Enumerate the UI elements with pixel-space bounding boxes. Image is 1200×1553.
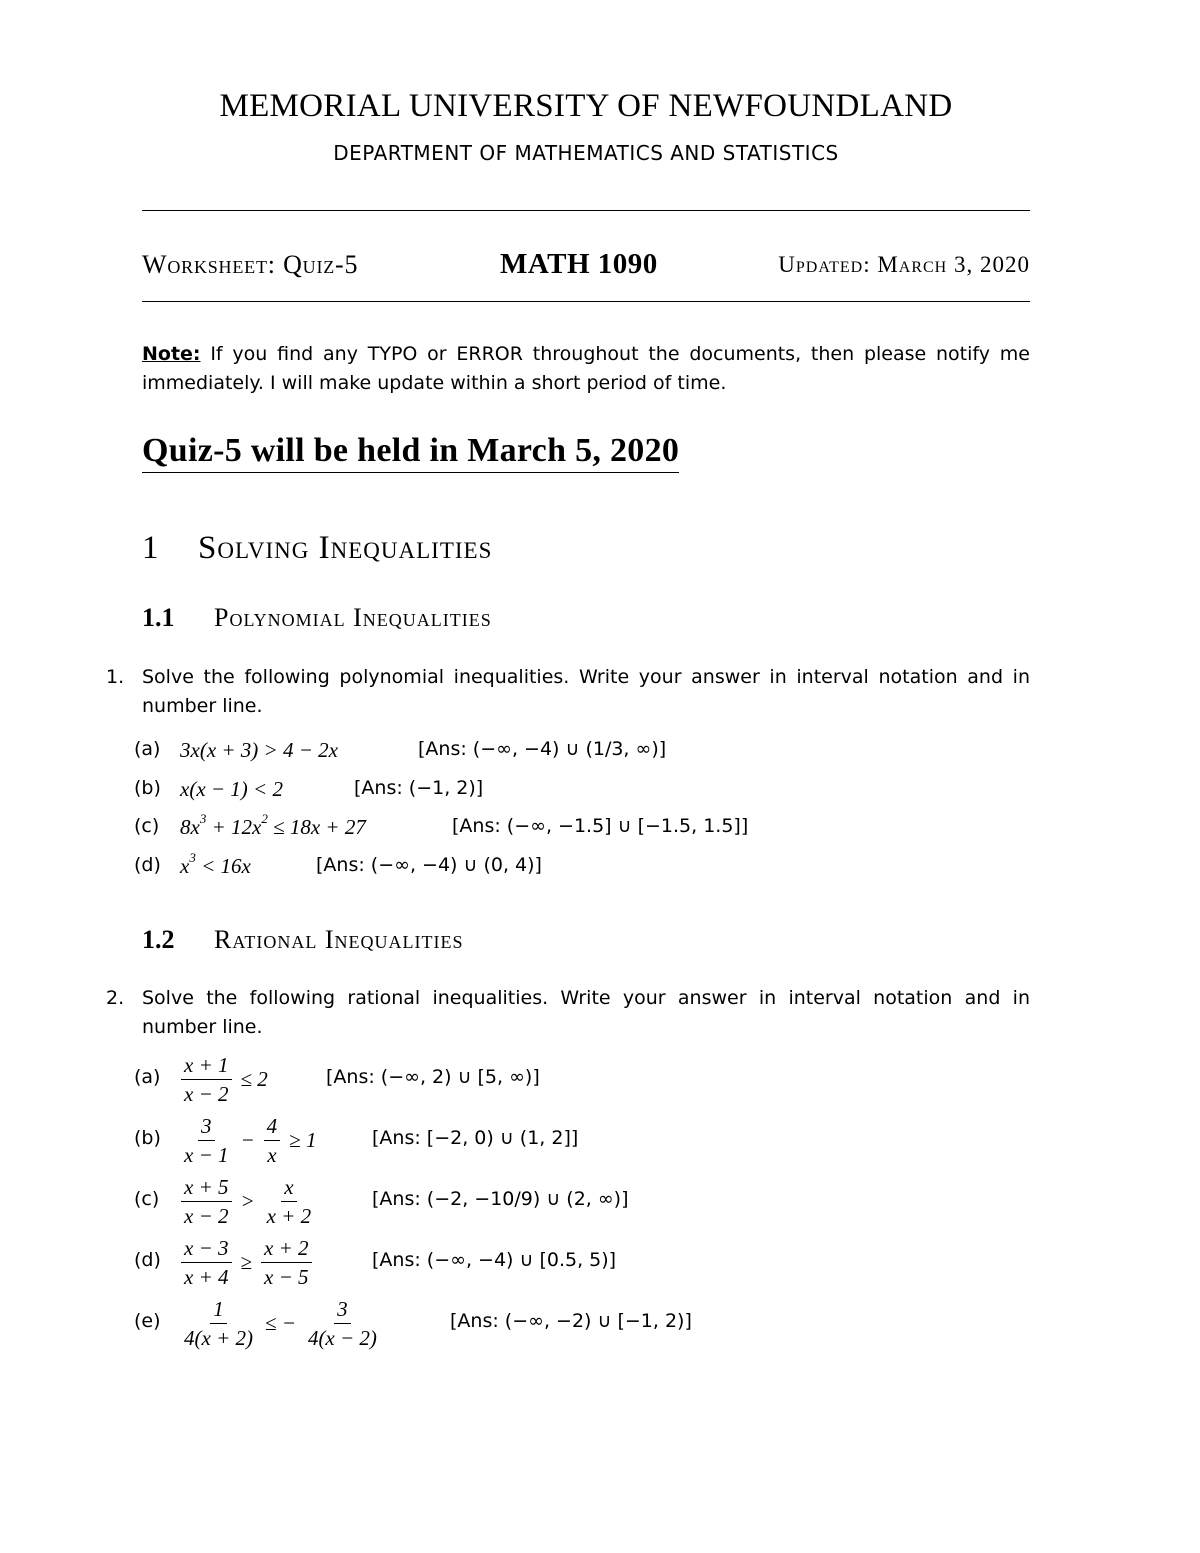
subsection-heading-1-1	[142, 603, 492, 633]
numerator: 1	[210, 1296, 227, 1324]
item-math: x(x − 1) < 2	[180, 777, 283, 801]
fraction	[181, 1113, 232, 1168]
quiz-heading: Quiz-5 will be held in March 5, 2020	[142, 432, 679, 473]
fraction	[181, 1174, 232, 1229]
fraction	[181, 1052, 232, 1107]
item-label: (d)	[134, 854, 161, 876]
relation: ≥ 1	[289, 1127, 317, 1152]
subsection-number: 1.1	[142, 603, 175, 632]
problem-number: 2.	[106, 987, 125, 1009]
problem-text: Solve the following polynomial inequalities. Write your answer in interval notation and in number line.	[142, 666, 1030, 717]
math-part: ≤ 18x + 27	[267, 815, 366, 839]
item-answer: [Ans: (−∞, −4) ∪ [0.5, 5)]	[372, 1249, 617, 1271]
item-math	[178, 1292, 383, 1354]
item-answer: [Ans: (−∞, −4) ∪ (1/3, ∞)]	[418, 738, 667, 760]
item-label: (b)	[134, 777, 161, 799]
item-answer: [Ans: (−2, −10/9) ∪ (2, ∞)]	[372, 1188, 629, 1210]
subsection-number: 1.2	[142, 925, 175, 954]
item-label: (e)	[134, 1310, 161, 1332]
item-label: (d)	[134, 1249, 161, 1271]
numerator: 3	[198, 1113, 215, 1141]
item-math	[178, 1109, 322, 1171]
item-answer: [Ans: (−∞, −1.5] ∪ [−1.5, 1.5]]	[452, 815, 749, 837]
item-math	[178, 1048, 274, 1110]
denominator: x	[267, 1142, 277, 1167]
exponent: 3	[199, 811, 207, 826]
header-rule-top	[142, 210, 1030, 211]
math-part: < 16x	[195, 854, 251, 878]
item-label: (a)	[134, 1066, 161, 1088]
denominator: x − 5	[264, 1264, 309, 1289]
header-rule-bottom	[142, 301, 1030, 302]
item-label: (c)	[134, 1188, 160, 1210]
item-math: 3x(x + 3) > 4 − 2x	[180, 738, 338, 762]
fraction	[181, 1235, 232, 1290]
denominator: 4(x + 2)	[184, 1325, 253, 1350]
denominator: x − 2	[184, 1081, 229, 1106]
section-heading-1	[142, 530, 492, 567]
math-part: + 12x	[206, 815, 262, 839]
note-label: Note:	[142, 343, 201, 365]
item-math	[178, 1170, 317, 1232]
item-answer: [Ans: [−2, 0) ∪ (1, 2]]	[372, 1127, 579, 1149]
item-label: (c)	[134, 815, 160, 837]
problem-1	[106, 663, 1030, 721]
numerator: x + 5	[181, 1174, 232, 1202]
relation: ≥	[240, 1249, 253, 1274]
item-label: (a)	[134, 738, 161, 760]
exponent: 2	[261, 811, 268, 826]
math-part: 8x	[180, 815, 200, 839]
item-math	[178, 1231, 315, 1293]
denominator: x − 1	[184, 1142, 229, 1167]
section-number: 1	[142, 530, 159, 566]
math-part: x	[180, 854, 190, 878]
item-label: (b)	[134, 1127, 161, 1149]
problem-2	[106, 984, 1030, 1042]
item-answer: [Ans: (−1, 2)]	[354, 777, 484, 799]
fraction	[264, 1174, 315, 1229]
denominator: x + 2	[266, 1203, 312, 1228]
note-paragraph	[142, 340, 1030, 398]
header-row	[142, 248, 1030, 288]
numerator: x + 1	[181, 1052, 232, 1080]
subsection-title: Polynomial Inequalities	[214, 603, 492, 632]
numerator: x − 3	[181, 1235, 232, 1263]
exponent: 3	[189, 850, 196, 865]
subsection-title: Rational Inequalities	[214, 925, 464, 954]
relation: ≤ 2	[240, 1066, 268, 1091]
item-math	[180, 811, 366, 840]
numerator: x	[281, 1174, 296, 1202]
worksheet-label: Worksheet: Quiz-5	[142, 250, 359, 279]
denominator: x + 4	[184, 1264, 229, 1289]
relation: >	[240, 1188, 255, 1213]
fraction	[264, 1113, 281, 1168]
numerator: 4	[264, 1113, 281, 1141]
fraction	[261, 1235, 312, 1290]
denominator: 4(x − 2)	[307, 1325, 377, 1350]
university-title: MEMORIAL UNIVERSITY OF NEWFOUNDLAND	[219, 88, 953, 124]
course-code: MATH 1090	[500, 248, 658, 280]
item-answer: [Ans: (−∞, 2) ∪ [5, ∞)]	[326, 1066, 540, 1088]
item-math	[180, 850, 251, 879]
fraction	[181, 1296, 256, 1351]
item-answer: [Ans: (−∞, −4) ∪ (0, 4)]	[316, 854, 542, 876]
fraction	[305, 1296, 380, 1351]
denominator: x − 2	[184, 1203, 229, 1228]
item-answer: [Ans: (−∞, −2) ∪ [−1, 2)]	[450, 1310, 692, 1332]
subsection-heading-1-2	[142, 925, 463, 955]
numerator: 3	[334, 1296, 351, 1324]
note-text: If you find any TYPO or ERROR throughout the documents, then please notify me immediately. I will make update within a short period of time.	[142, 343, 1030, 394]
numerator: x + 2	[261, 1235, 312, 1263]
problem-number: 1.	[106, 666, 125, 688]
problem-text: Solve the following rational inequalities. Write your answer in interval notation and in number line.	[142, 987, 1030, 1038]
updated-date: Updated: March 3, 2020	[778, 252, 1030, 277]
operator: −	[240, 1127, 255, 1152]
section-title: Solving Inequalities	[198, 530, 493, 566]
department-title: DEPARTMENT OF MATHEMATICS AND STATISTICS	[333, 141, 839, 165]
relation: ≤ −	[264, 1310, 296, 1335]
